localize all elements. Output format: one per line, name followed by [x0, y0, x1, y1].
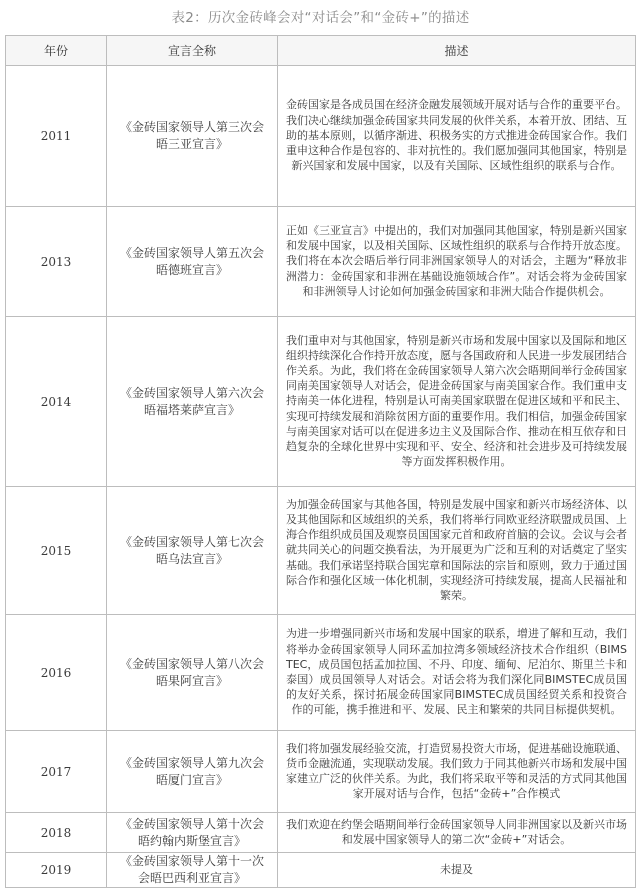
declaration-cell: 《金砖国家领导人第八次会晤果阿宣言》 — [107, 615, 278, 731]
header-declaration: 宣言全称 — [107, 36, 278, 66]
year-cell: 2016 — [6, 615, 107, 731]
table-row — [6, 317, 636, 487]
table-title: 表2：历次金砖峰会对“对话会”和“金砖+”的描述 — [171, 10, 470, 26]
year-cell: 2018 — [6, 813, 107, 853]
table-row — [6, 487, 636, 615]
year-cell: 2011 — [6, 66, 107, 207]
description-cell: 金砖国家是各成员国在经济金融发展领域开展对话与合作的重要平台。我们决心继续加强金砖国家共同发展的伙伴关系，本着开放、团结、互助的基本原则，以循序渐进、积极务实的方式推进金砖国家合作。我们重申这种合作是包容的、非对抗性的。我们愿加强同其他国家，特别是新兴国家和发展中国家，以及有关国际、区域性组织的联系与合作。 — [278, 66, 636, 207]
table-row — [6, 66, 636, 207]
header-description: 描述 — [278, 36, 636, 66]
description-cell: 我们欢迎在约堡会晤期间举行金砖国家领导人同非洲国家以及新兴市场和发展中国家领导人的第二次“金砖+”对话会。 — [278, 813, 636, 853]
table-row — [6, 813, 636, 853]
description-cell: 我们将加强发展经验交流，打造贸易投资大市场，促进基础设施联通、货币金融流通，实现联动发展。我们致力于同其他新兴市场和发展中国家建立广泛的伙伴关系。为此，我们将采取平等和灵活的方式同其他国家开展对话与合作，包括“金砖+”合作模式 — [278, 731, 636, 813]
table-row — [6, 731, 636, 813]
year-cell: 2013 — [6, 207, 107, 317]
description-cell: 未提及 — [278, 853, 636, 888]
table-row — [6, 207, 636, 317]
header-year: 年份 — [6, 36, 107, 66]
declaration-cell: 《金砖国家领导人第九次会晤厦门宣言》 — [107, 731, 278, 813]
year-cell: 2019 — [6, 853, 107, 888]
year-cell: 2015 — [6, 487, 107, 615]
table-row — [6, 615, 636, 731]
declaration-cell: 《金砖国家领导人第六次会晤福塔莱萨宣言》 — [107, 317, 278, 487]
declaration-cell: 《金砖国家领导人第十一次会晤巴西利亚宣言》 — [107, 853, 278, 888]
description-cell: 我们重申对与其他国家，特别是新兴市场和发展中国家以及国际和地区组织持续深化合作持开放态度，愿与各国政府和人民进一步发展团结合作关系。为此，我们将在金砖国家领导人第六次会晤期间举行金砖国家同南美国家领导人对话会，促进金砖国家与南美国家合作。我们重申支持南美一体化进程，特别是认可南美国家联盟在促进区域和平和民主、实现可持续发展和消除贫困方面的重要作用。我们相信，加强金砖国家与南美国家对话可以在促进多边主义及国际合作、推动在相互依存和日趋复杂的全球化世界中实现和平、安全、经济和社会进步及可持续发展等方面发挥积极作用。 — [278, 317, 636, 487]
summit-description-table — [5, 35, 636, 888]
declaration-cell: 《金砖国家领导人第三次会晤三亚宣言》 — [107, 66, 278, 207]
header-row — [6, 36, 636, 66]
declaration-cell: 《金砖国家领导人第五次会晤德班宣言》 — [107, 207, 278, 317]
declaration-cell: 《金砖国家领导人第十次会晤约翰内斯堡宣言》 — [107, 813, 278, 853]
year-cell: 2017 — [6, 731, 107, 813]
description-cell: 为加强金砖国家与其他各国，特别是发展中国家和新兴市场经济体、以及其他国际和区域组织的关系，我们将举行同欧亚经济联盟成员国、上海合作组织成员国及观察员国国家元首和政府首脑的会议。会议与会者就共同关心的问题交换看法，为开展更为广泛和互利的对话奠定了坚实基础。我们承诺坚持联合国宪章和国际法的宗旨和原则，致力于通过国际合作和强化区域一体化机制，实现经济可持续发展，提高人民福祉和繁荣。 — [278, 487, 636, 615]
description-cell: 正如《三亚宣言》中提出的，我们对加强同其他国家，特别是新兴国家和发展中国家，以及相关国际、区域性组织的联系与合作持开放态度。我们将在本次会晤后举行同非洲国家领导人的对话会，主题为“释放非洲潜力：金砖国家和非洲在基础设施领域合作”。对话会将为金砖国家和非洲领导人讨论如何加强金砖国家和非洲大陆合作提供机会。 — [278, 207, 636, 317]
year-cell: 2014 — [6, 317, 107, 487]
table-row — [6, 853, 636, 888]
declaration-cell: 《金砖国家领导人第七次会晤乌法宣言》 — [107, 487, 278, 615]
description-cell: 为进一步增强同新兴市场和发展中国家的联系，增进了解和互动，我们将举办金砖国家领导人同环孟加拉湾多领域经济技术合作组织（BIMSTEC，成员国包括孟加拉国、不丹、印度、缅甸、尼泊尔、斯里兰卡和泰国）成员国领导人对话会。对话会将为我们深化同BIMSTEC成员国的友好关系，探讨拓展金砖国家同BIMSTEC成员国经贸关系和投资合作的可能，携手推进和平、发展、民主和繁荣的共同目标提供契机。 — [278, 615, 636, 731]
